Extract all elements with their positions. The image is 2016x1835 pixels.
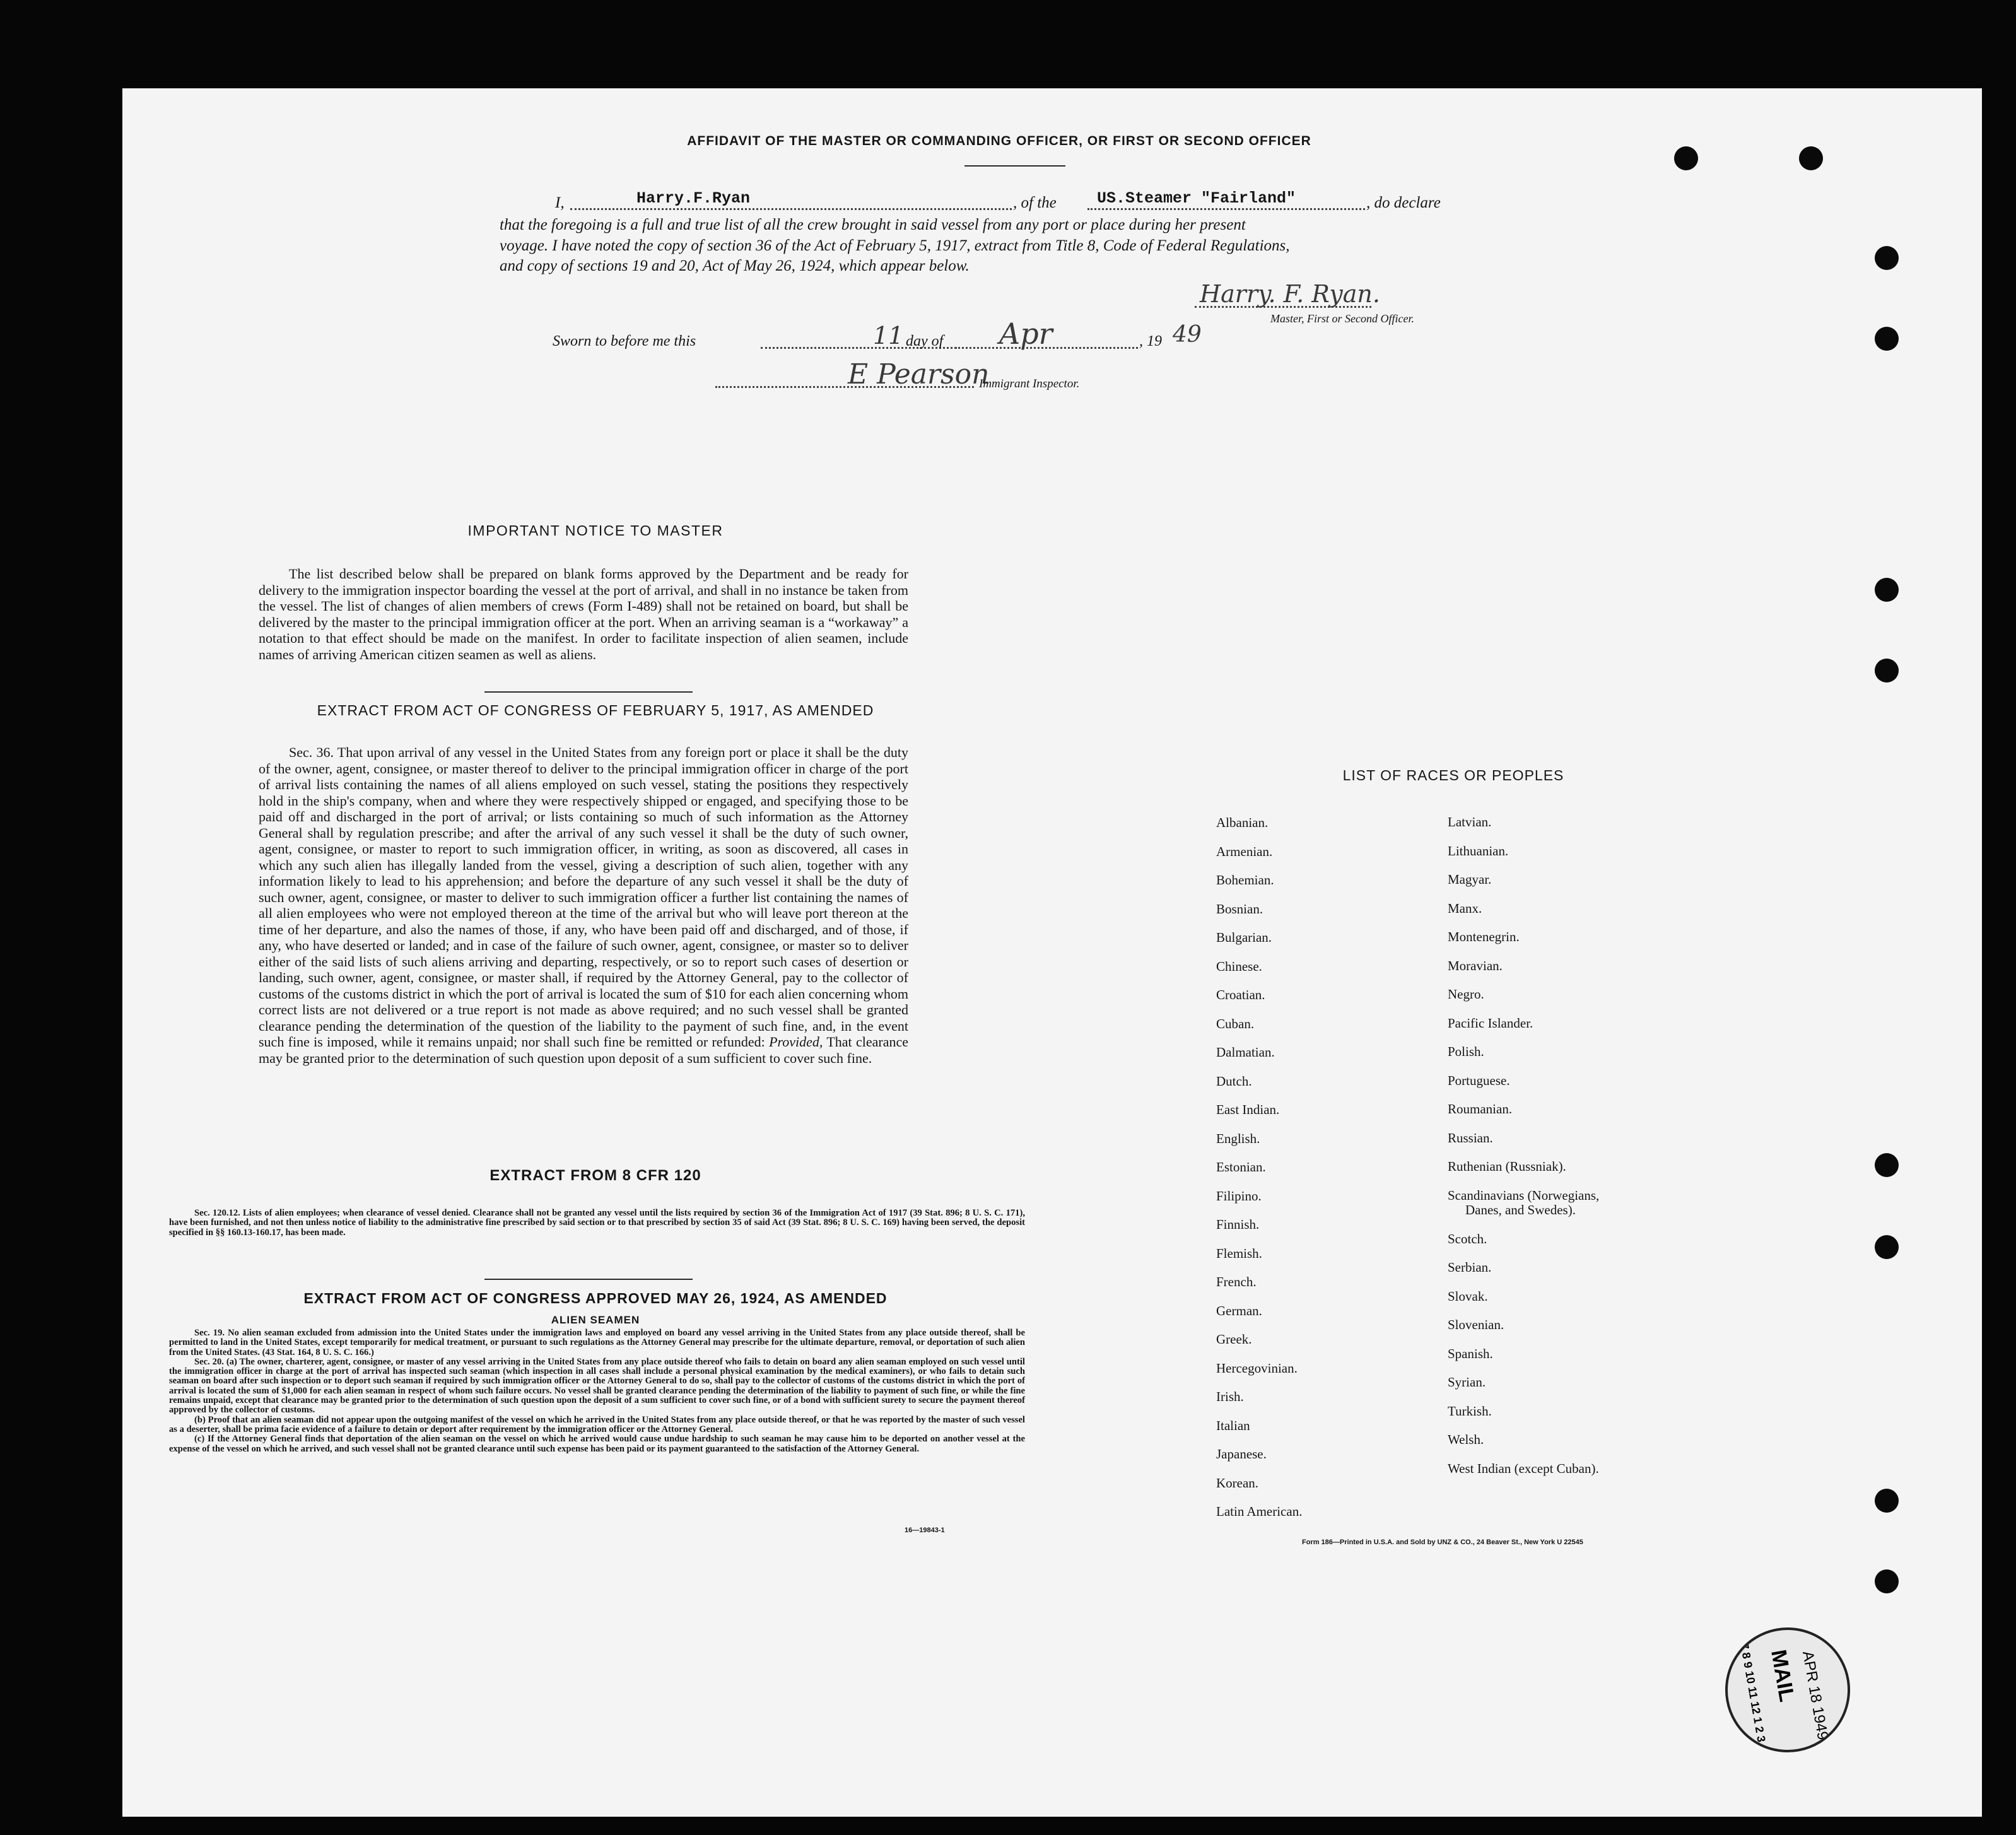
race-item: Estonian. [1216,1159,1266,1175]
sworn-prefix: Sworn to before me this [553,333,696,349]
affidavit-title: AFFIDAVIT OF THE MASTER OR COMMANDING OFFICER, OR FIRST OR SECOND OFFICER [687,134,1311,148]
race-item: Portuguese. [1448,1072,1510,1088]
sworn-day: 11 [873,322,904,349]
declaration-line-2: that the foregoing is a full and true list of all the crew brought in said vessel from any port or place during her present [500,216,1246,233]
race-item: Syrian. [1448,1375,1486,1390]
punch-hole [1875,1235,1899,1259]
race-item: Flemish. [1216,1245,1262,1261]
race-item: Armenian. [1216,843,1273,859]
left-footer-code: 16—19843-1 [905,1527,945,1534]
punch-hole [1875,1569,1899,1593]
master-signature: Harry. F. Ryan. [1200,280,1380,308]
provided-word: Provided, [769,1034,823,1050]
race-item: Manx. [1448,900,1482,916]
notice-title: IMPORTANT NOTICE TO MASTER [467,522,724,539]
race-item: Cuban. [1216,1016,1255,1031]
race-item: Lithuanian. [1448,843,1509,859]
punch-hole [1875,659,1899,683]
race-item: Albanian. [1216,815,1269,830]
race-item: Greek. [1216,1332,1252,1347]
sec36-text-end: That clearance may be granted prior to the determination of such question upon deposit of a sum sufficient to cover such fine. [259,1034,908,1066]
race-item: Italian [1216,1417,1250,1433]
declaration-of-the: , of the [1013,194,1057,211]
punch-hole [1875,578,1899,602]
race-item: Turkish. [1448,1403,1492,1419]
race-item: West Indian (except Cuban). [1448,1460,1599,1476]
race-item: Bulgarian. [1216,930,1272,945]
extract-cfr-title: EXTRACT FROM 8 CFR 120 [489,1167,701,1184]
sec20b-text: (b) Proof that an alien seaman did not appear upon the outgoing manifest of the vessel on which he arrived in the United States from any place outside thereof, or that he was reported by the master of such vessel as a deserter, shall be prima facie evidence of a failure to detain or deport after requirement by the immigration officer or the Attorney General. [169,1414,1025,1434]
race-item: Pacific Islander. [1448,1015,1533,1031]
master-name: Harry.F.Ryan [636,189,751,208]
race-item: Moravian. [1448,958,1503,973]
master-caption: Master, First or Second Officer. [1270,312,1414,325]
extract-cfr-body: Sec. 120.12. Lists of alien employees; when clearance of vessel denied. Clearance shall not be granted any vessel until the lists required by section 36 of the Immigration Act of 1917 (39 Stat. 896; 8 U. S. C. 171), have been furnished, and not then unless notice of liability to the administrative fine prescribed by said section or to that prescribed by section 35 of said Act (39 Stat. 896; 8 U. S. C. 169) having been served, the deposit specified in §§ 160.13-160.17, has been made. [169,1208,1025,1238]
race-item: Scandinavians (Norwegians, [1448,1187,1600,1203]
form-footer: Form 186—Printed in U.S.A. and Sold by UNZ & CO., 24 Beaver St., New York U 22545 [1302,1539,1583,1546]
race-item: Latvian. [1448,814,1492,830]
race-item: East Indian. [1216,1102,1280,1117]
extract-1917-title: EXTRACT FROM ACT OF CONGRESS OF FEBRUARY 5, 1917, AS AMENDED [317,702,874,718]
race-item: Polish. [1448,1044,1484,1059]
race-item: Ruthenian (Russniak). [1448,1159,1566,1174]
race-item: Magyar. [1448,872,1492,887]
declaration-line-3: voyage. I have noted the copy of section 36 of the Act of February 5, 1917, extract from Title 8, Code of Federal Regulations, [500,237,1290,254]
race-item: Dutch. [1216,1073,1252,1089]
race-item: Danes, and Swedes). [1465,1202,1576,1217]
notice-body: The list described below shall be prepared on blank forms approved by the Department and be ready for delivery to the immigration inspector boarding the vessel at the port of arrival, and shall in no instance be taken from the vessel. The list of changes of alien members of crews (Form I-489) shall not be retained on board, but shall be delivered by the master to the principal immigration officer at the port. When an arriving seaman is a “workaway” a notation to that effect should be made on the manifest. In order to facilitate inspection of alien seamen, include names of arriving American citizen seamen as well as aliens. [259,566,908,662]
race-item: Bosnian. [1216,901,1263,917]
race-item: Latin American. [1216,1504,1303,1519]
extract-1924-subtitle: ALIEN SEAMEN [551,1314,640,1326]
races-left-column [1216,809,1418,1527]
race-item: Slovenian. [1448,1317,1504,1332]
name-line [570,208,1012,210]
sec20c-text: (c) If the Attorney General finds that deportation of the alien seaman on the vessel on which he arrived would cause undue hardship to such seaman he may cause him to be deported on another vessel at the expense of the vessel on which he arrived, and such vessel shall not be granted clearance until such expense has been paid or its payment guaranteed to the satisfaction of the Attorney General. [169,1434,1025,1454]
race-item: Bohemian. [1216,872,1274,888]
race-item: Scotch. [1448,1231,1487,1246]
document-page [122,88,1982,1817]
divider-1 [484,691,693,693]
race-item: Spanish. [1448,1345,1493,1361]
punch-hole [1674,146,1698,170]
sworn-month: Apr [999,317,1053,351]
punch-hole [1875,327,1899,351]
race-item: Russian. [1448,1130,1493,1146]
title-underline [964,165,1065,167]
race-item: German. [1216,1303,1262,1318]
race-item: English. [1216,1130,1260,1146]
inspector-signature: E Pearson [848,358,990,390]
punch-hole [1875,246,1899,270]
race-item: Japanese. [1216,1446,1267,1462]
race-item: Korean. [1216,1475,1259,1491]
inspector-caption: Immigrant Inspector. [979,377,1080,390]
punch-hole [1799,146,1823,170]
races-right-column [1448,808,1713,1483]
races-title: LIST OF RACES OR PEOPLES [1342,767,1564,783]
race-item: Welsh. [1448,1432,1484,1447]
race-item: Filipino. [1216,1188,1262,1204]
extract-1924-title: EXTRACT FROM ACT OF CONGRESS APPROVED MAY 26, 1924, AS AMENDED [303,1290,888,1306]
race-item: Hercegovinian. [1216,1360,1298,1376]
stamp-word: MAIL [1766,1648,1799,1704]
master-signature-line [1195,306,1371,308]
stamp-digits: 7 8 9 10 11 12 1 2 3 4 5 [1725,1642,1770,1753]
punch-hole [1875,1153,1899,1177]
declaration-line-4: and copy of sections 19 and 20, Act of May 26, 1924, which appear below. [500,257,970,274]
stamp-date: APR 18 1949 [1799,1650,1832,1742]
race-item: Negro. [1448,987,1484,1002]
race-item: Serbian. [1448,1260,1492,1275]
race-item: Montenegrin. [1448,929,1520,944]
punch-hole [1875,1489,1899,1513]
race-item: Chinese. [1216,958,1262,974]
race-item: Roumanian. [1448,1101,1513,1117]
declaration-declare: , do declare [1366,194,1441,211]
day-of-label: day of [906,333,944,349]
extract-1924-body [169,1328,1025,1454]
sec36-text: Sec. 36. That upon arrival of any vessel in the United States from any foreign port or place it shall be the duty of the owner, agent, consignee, or master thereof to deliver to the principal immigration officer in charge of the port of arrival lists containing the names of all aliens employed on such vessel, stating the positions they respectively hold in the ship's company, when and where they were respectively shipped or engaged, and specifying those to be paid off and discharged in the port of arrival; or lists containing so much of such information as the Attorney General shall by regulation prescribe; and after the arrival of any such vessel it shall be the duty of such owner, agent, consignee, or master to report to such immigration officer, in writing, as soon as discovered, all cases in which any such alien has illegally landed from the vessel, giving a description of such alien, together with any information likely to lead to his apprehension; and before the departure of any such vessel it shall be the duty of such owner, agent, consignee, or master to deliver to such immigration officer a further list containing the names of all alien employees who were not employed thereon at the time of the arrival but who will leave port thereon at the time of her departure, and also the names of those, if any, who have been paid off and discharged, and of those, if any, who have deserted or landed; and in case of the failure of such owner, agent, consignee, or master so to deliver either of the said lists of such aliens arriving and departing, respectively, or so to report such cases of desertion or landing, such owner, agent, consignee, or master shall, if required by the Attorney General, pay to the collector of customs of the customs district in which the port of arrival is located the sum of $10 for each alien concerning whom correct lists are not delivered or a true report is not made as above required; and no such vessel shall be granted clearance pending the determination of the question of the liability to the payment of such fine, and, in the event such fine is imposed, while it remains unpaid; nor shall such fine be remitted or refunded: [259,744,908,1050]
vessel-line [1087,208,1365,210]
race-item: Irish. [1216,1389,1244,1404]
extract-1917-body [259,744,908,1066]
sec20a-text: Sec. 20. (a) The owner, charterer, agent, consignee, or master of any vessel arriving in the United States from any place outside thereof who fails to detain on board any alien seaman employed on such vessel until the immigration officer in charge at the port of arrival has inspected such seaman (which inspection in all cases shall include a personal physical examination by the medical examiners), or who fails to detain such seaman on board after such inspection or to deport such seaman if required by such immigration officer or the Attorney General to do so, shall pay to the collector of customs of the customs district in which the port of arrival is located the sum of $1,000 for each alien seaman in respect of whom such failure occurs. No vessel shall be granted clearance pending the determination of the liability to payment of such fine, or while the fine remains unpaid, except that clearance may be granted prior to the determination of such question upon the deposit of a sum sufficient to cover such fine, or of a bond with sufficient surety to secure the payment thereof approved by the collector of customs. [169,1356,1025,1416]
sec19-text: Sec. 19. No alien seaman excluded from admission into the United States under the immigration laws and employed on board any vessel arriving in the United States from any place outside thereof, shall be permitted to land in the United States, except temporarily for medical treatment, or pursuant to such regulations as the Attorney General may prescribe for the ultimate departure, removal, or deportation of such alien from the United States. (43 Stat. 164, 8 U. S. C. 166.) [169,1328,1025,1357]
race-item: Slovak. [1448,1288,1488,1304]
race-item: Finnish. [1216,1217,1260,1232]
vessel-name: US.Steamer "Fairland" [1097,189,1296,208]
divider-2 [484,1279,693,1280]
sworn-year: 49 [1173,322,1202,348]
race-item: Croatian. [1216,987,1265,1002]
race-item: French. [1216,1274,1257,1289]
year-prefix: , 19 [1139,333,1162,349]
race-item: Dalmatian. [1216,1045,1275,1060]
declaration-i: I, [555,194,565,211]
